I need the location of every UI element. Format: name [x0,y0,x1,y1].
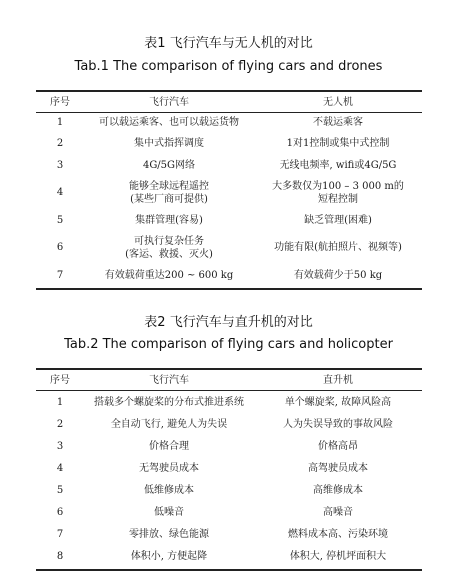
table-cell: 集群管理(容易) [135,214,203,226]
row-number: 4 [56,187,64,198]
column-header: 无人机 [323,96,353,108]
row-number: 5 [56,214,64,226]
table-cell: 单个螺旋桨, 故障风险高 [284,396,392,408]
row-number: 6 [56,506,64,518]
table2-caption-zh: 表2 飞行汽车与直升机的对比 [144,315,313,330]
table-cell: 短程控制 [318,193,358,205]
column-header: 飞行汽车 [149,374,189,386]
row-number: 3 [56,440,64,452]
row-number: 2 [56,418,64,430]
table-bottom-rule [36,569,422,571]
row-number: 4 [56,462,64,474]
table-cell: 有效载荷少于50 kg [293,269,383,281]
table-cell: 无驾驶员成本 [139,462,199,474]
table-cell: 无线电频率, wifi或4G/5G [279,159,397,171]
header-rule [36,112,422,113]
table-cell: 燃料成本高、污染环境 [288,528,388,540]
column-header: 序号 [50,96,70,108]
row-number: 1 [56,117,64,128]
table2-caption-en: Tab.2 The comparison of flying cars and holicopter [64,337,393,352]
table-bottom-rule [36,288,422,290]
table-cell: 可执行复杂任务 [134,235,204,247]
table-cell: 缺乏管理(困难) [304,214,372,226]
table-cell: 低噪音 [154,506,184,518]
row-number: 3 [56,159,64,171]
table-cell: 1对1控制或集中式控制 [286,137,390,149]
table-cell: 人为失误导致的事故风险 [283,418,393,430]
table-top-rule [36,368,422,370]
table1-caption-en: Tab.1 The comparison of flying cars and drones [74,59,383,74]
table-cell: 高驾驶员成本 [308,462,368,474]
table-cell: 搭载多个螺旋桨的分布式推进系统 [94,396,244,408]
table-top-rule [36,90,422,92]
row-number: 5 [56,484,64,496]
row-number: 2 [56,137,64,149]
row-number: 8 [56,550,64,562]
table-cell: 大多数仅为100 – 3 000 m的 [272,180,404,192]
table-cell: 高维修成本 [313,484,363,496]
table-cell: 价格高昂 [318,440,358,452]
table-cell: 高噪音 [323,506,353,518]
table-cell: 有效载荷重达200 ~ 600 kg [104,269,234,281]
column-header: 直升机 [323,374,353,386]
row-number: 7 [56,528,64,540]
table-cell: 全自动飞行, 避免人为失误 [110,418,228,430]
table-cell: 集中式指挥调度 [134,137,204,149]
header-rule [36,390,422,391]
table-cell: 可以载运乘客、也可以载运货物 [99,117,239,128]
table-cell: 能够全球远程遥控 [129,180,209,192]
table-cell: (客运、救援、灭火) [125,248,213,260]
table-cell: 低维修成本 [144,484,194,496]
table1 [36,90,422,298]
table2 [36,368,422,572]
table1-caption-zh: 表1 飞行汽车与无人机的对比 [144,36,313,51]
row-number: 6 [56,242,64,253]
table-cell: 4G/5G网络 [142,159,196,171]
table-cell: 价格合理 [149,440,189,452]
table-cell: 体积小, 方便起降 [130,550,208,562]
column-header: 飞行汽车 [149,96,189,108]
table-cell: 功能有限(航拍照片、视频等) [274,242,402,253]
column-header: 序号 [50,374,70,386]
table-cell: 不载运乘客 [313,117,363,128]
row-number: 7 [56,269,64,281]
row-number: 1 [56,396,64,408]
table-cell: 体积大, 停机坪面积大 [289,550,387,562]
table-cell: (某些厂商可提供) [130,193,208,205]
table-cell: 零排放、绿色能源 [129,528,209,540]
